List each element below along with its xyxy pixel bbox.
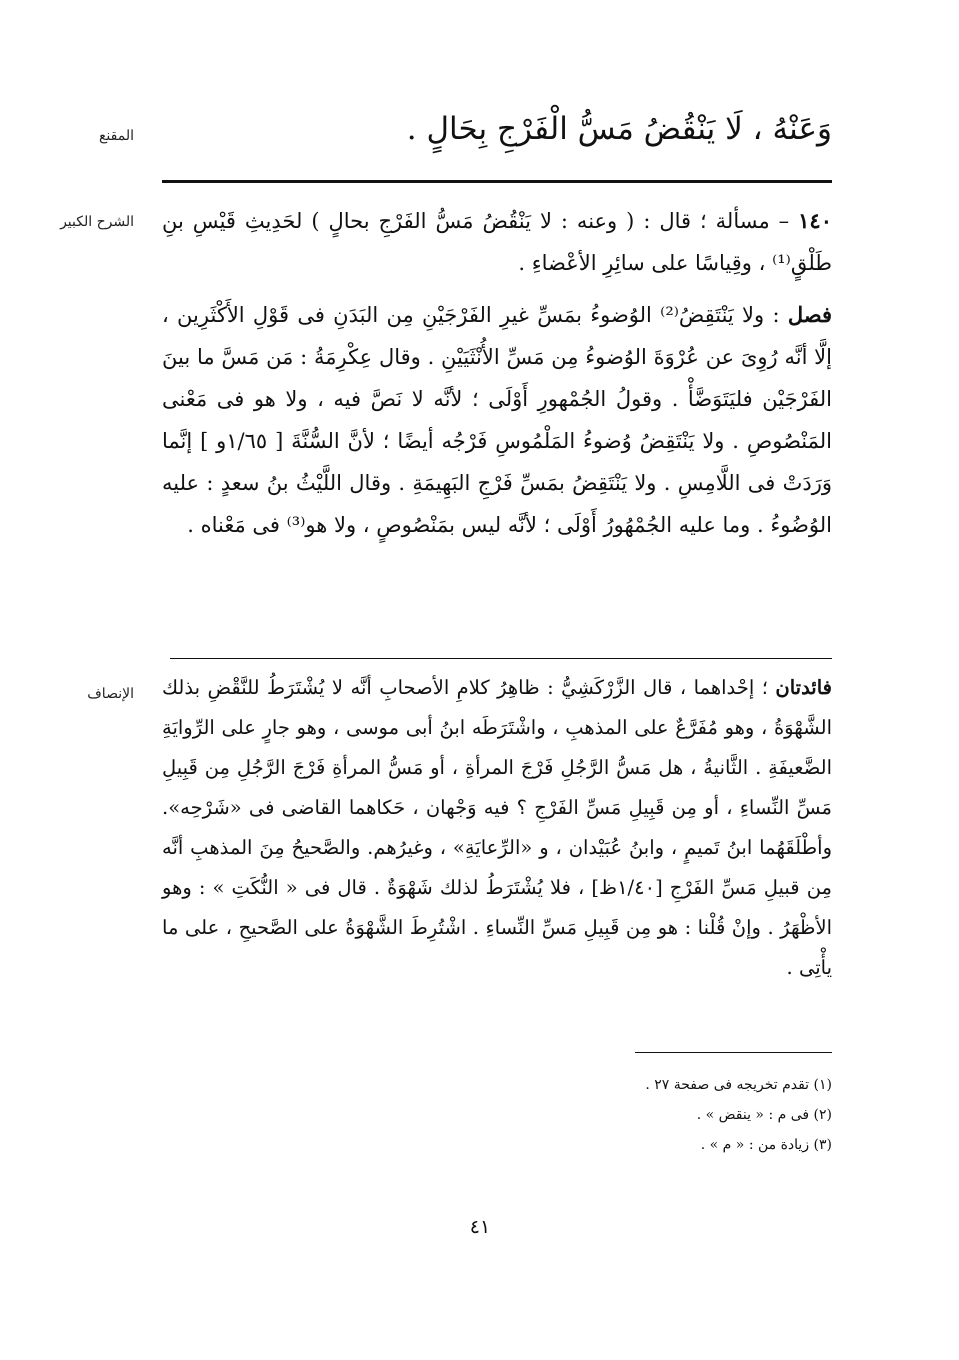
footnote-2: (٢) فى م : « ينقض » . — [696, 1107, 832, 1123]
side-label-muqni: المقنع — [98, 128, 134, 144]
sharh-section — [162, 200, 832, 546]
fasl-label: فصل — [787, 302, 832, 327]
page-number: ٤١ — [469, 1216, 491, 1238]
insaf-text: ؛ إحْداهما ، قال الزَّرْكَشِيُّ : ظاهِرُ كلامِ الأصحابِ أنَّه لا يُشْتَرَطُ للنَّقْضِ بذلك الشَّهْوَةُ ، وهو مُفَرَّعٌ على المذهبِ ، واشْتَرَطَه ابنُ أبى موسى ، وهو جارٍ على الرِّوايَةِ الضَّعيفَةِ . الثَّانيةُ ، هل مَسُّ الرَّجُلِ فَرْجَ المرأةِ ، أو مَسُّ المرأةِ فَرْجَ الرَّجُلِ مِن قَبِيلِ مَسِّ النِّساءِ ، أو مِن قَبِيلِ مَسِّ الفَرْجِ ؟ فيه وَجْهان ، حَكاهما القاضى فى «شَرْحِه». وأطْلَقَهُما ابنُ تَميمٍ ، وابنُ عُبَيْدان ، و «الرِّعايَةِ» ، وغيرُهم. والصَّحيحُ مِنَ المذهبِ أنَّه مِن قبيلِ مَسِّ الفَرْجِ [١/٤٠ظ] ، فلا يُشْتَرَطُ لذلك شَهْوَةٌ . قال فى « النُّكَتِ » : وهو الأظْهَرُ . وإنْ قُلْنا : هو مِن قَبِيلِ مَسِّ النِّساءِ . اشْتُرِطَ الشَّهْوَةُ على الصَّحيحِ ، على ما يأْتِى . — [162, 676, 832, 979]
masala-text: – مسألة ؛ قال : ( وعنه : لا يَنْقُضُ مَسُّ الفَرْجِ بحالٍ ) لحَدِيثِ قَيْسِ بنِ طَلْقٍ⁽¹⁾ ، وقِياسًا على سائِرِ الأعْضاءِ . — [162, 209, 832, 275]
footnote-1: (١) تقدم تخريجه فى صفحة ٢٧ . — [645, 1077, 832, 1093]
footnotes — [500, 1070, 832, 1160]
side-label-insaf: الإنصاف — [87, 686, 134, 702]
insaf-divider — [170, 658, 832, 659]
masala-paragraph — [162, 200, 832, 284]
insaf-label: فائدتان — [775, 676, 832, 699]
footnote-3: (٣) زيادة من : « م » . — [700, 1137, 832, 1153]
fasl-text: : ولا يَنْتَقِضُ⁽²⁾ الوُضوءُ بمَسِّ غيرِ الفَرْجَيْنِ مِن البَدَنِ فى قَوْلِ الأَكْثَرِين ، إلَّا أنَّه رُوِىَ عن عُرْوَةَ الوُضوءُ مِن مَسِّ الأُنْثَيَيْنِ . وقال عِكْرِمَةُ : مَن مَسَّ ما بينَ الفَرْجَيْن فليَتَوَضَّأْ . وقولُ الجُمْهورِ أَوْلَى ؛ لأنَّه لا نَصَّ فيه ، ولا هو فى مَعْنى المَنْصُوصِ . ولا يَنْتَقِضُ وُضوءُ المَلْمُوسِ فَرْجُه أيضًا ؛ لأنَّ السُّنَّةَ [ ١/٦٥و ] إنَّما وَرَدَتْ فى اللَّامِسِ . ولا يَنْتَقِضُ بمَسِّ فَرْجِ البَهِيمَةِ . وقال اللَّيْثُ بنُ سعدٍ : عليه الوُضُوءُ . وما عليه الجُمْهُورُ أَوْلَى ؛ لأنَّه ليس بمَنْصُوصٍ ، ولا هو⁽³⁾ فى مَعْناه . — [162, 303, 832, 537]
fasl-paragraph — [162, 294, 832, 546]
footnote-divider — [635, 1052, 832, 1053]
masala-number: ١٤٠ — [798, 208, 832, 233]
insaf-section — [162, 668, 832, 988]
matn-divider — [162, 180, 832, 183]
side-label-sharh: الشرح الكبير — [60, 214, 134, 230]
matn-text: وَعَنْهُ ، لَا يَنْقُضُ مَسُّ الْفَرْجِ بِحَالٍ . — [406, 111, 832, 147]
insaf-paragraph — [162, 668, 832, 988]
